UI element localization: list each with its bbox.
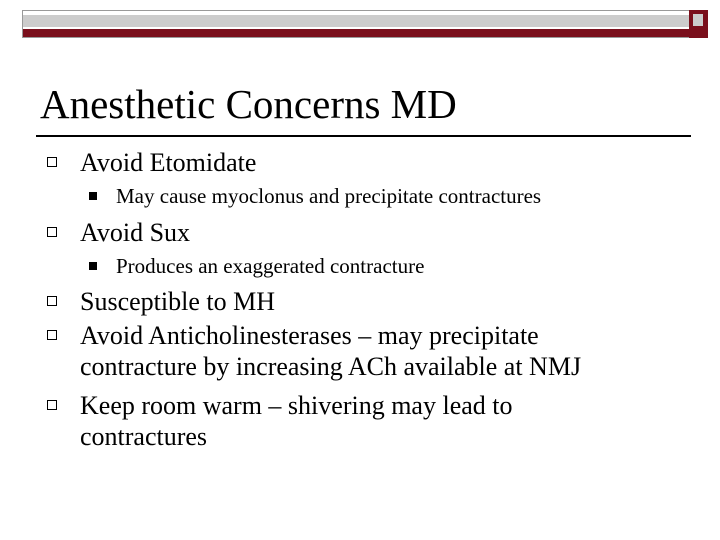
header-maroon-rule — [23, 29, 707, 37]
header-end-box — [689, 10, 708, 38]
hollow-square-bullet-icon — [47, 330, 57, 340]
filled-square-bullet-icon — [89, 192, 97, 200]
slide-title: Anesthetic Concerns MD — [40, 81, 457, 127]
bullet-item — [80, 320, 581, 382]
bullet-text-line: contractures — [80, 422, 208, 451]
hollow-square-bullet-icon — [47, 227, 57, 237]
hollow-square-bullet-icon — [47, 157, 57, 167]
header-gray-band — [23, 15, 707, 27]
bullet-item — [80, 147, 256, 178]
sub-bullet-text: May cause myoclonus and precipitate contractures — [116, 184, 542, 208]
hollow-square-bullet-icon — [47, 296, 57, 306]
title-underline — [36, 135, 691, 137]
sub-bullet-item — [116, 253, 424, 279]
bullet-item — [80, 390, 513, 452]
bullet-text: Avoid Sux — [80, 218, 191, 247]
bullet-text: Susceptible to MH — [80, 287, 275, 316]
bullet-text-line: Keep room warm – shivering may lead to — [80, 391, 513, 420]
bullet-item — [80, 217, 190, 248]
bullet-text: Avoid Etomidate — [80, 148, 257, 177]
bullet-text-line: contracture by increasing ACh available at NMJ — [80, 352, 582, 381]
bullet-text-line: Avoid Anticholinesterases – may precipitate — [80, 321, 539, 350]
sub-bullet-text: Produces an exaggerated contracture — [116, 254, 425, 278]
header-decoration-bar — [22, 10, 708, 38]
bullet-item — [80, 286, 275, 317]
filled-square-bullet-icon — [89, 262, 97, 270]
sub-bullet-item — [116, 183, 541, 209]
hollow-square-bullet-icon — [47, 400, 57, 410]
